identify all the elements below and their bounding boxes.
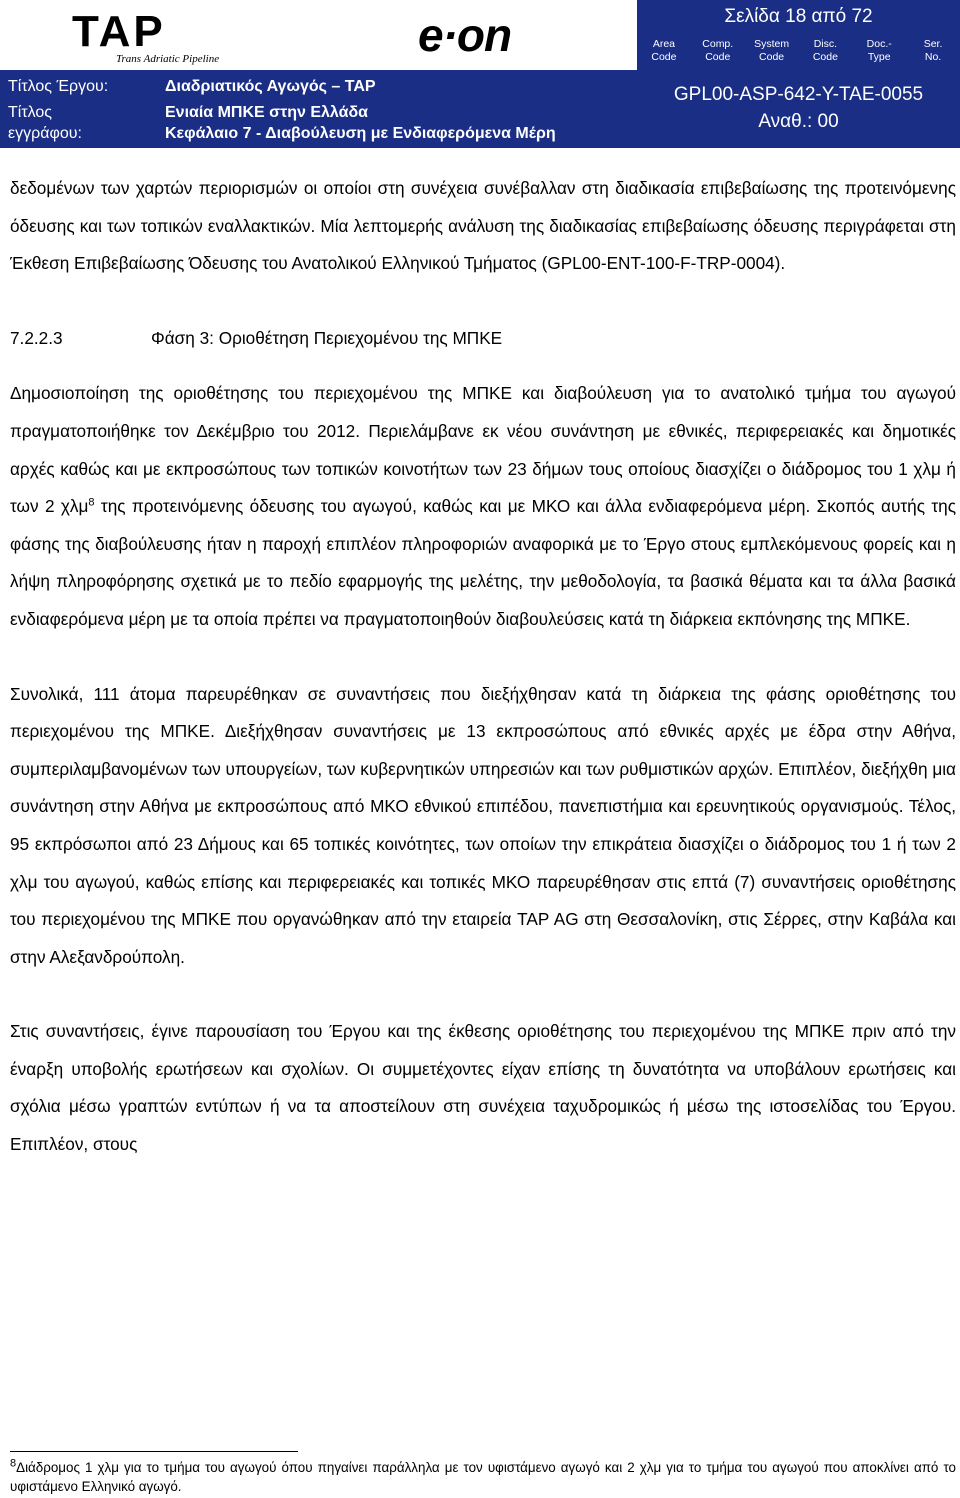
code-column-ser-no: Ser. No. xyxy=(923,38,943,63)
doc-title-line2: Κεφάλαιο 7 - Διαβούλευση με Ενδιαφερόμενα Μέρη xyxy=(165,125,556,142)
document-number: GPL00-ASP-642-Y-TAE-0055 xyxy=(673,84,924,105)
footnote-number: 8 xyxy=(10,1457,17,1470)
paragraph-3: Συνολικά, 111 άτομα παρευρέθηκαν σε συναντήσεις που διεξήχθησαν κατά τη διάρκεια της φάσης οριοθέτησης του περιεχομένου της ΜΠΚΕ. Διεξήχθησαν συναντήσεις με 13 εκπροσώπους από εθνικές αρχές με έδρα στην Αθήνα, συμπεριλαμβανομένων των υπουργείων, των κυβερνητικών υπηρεσιών και των ρυθμιστικών αρχών. Επιπλέον, διεξήχθη μια συνάντηση στην Αθήνα με εκπροσώπους από ΜΚΟ εθνικού επιπέδου, πανεπιστήμια και ερευνητικούς οργανισμούς. Τέλος, 95 εκπρόσωποι από 23 Δήμους και 65 τοπικές κοινότητες, των οποίων την επικράτεια διασχίζει ο διάδρομος του 1 ή των 2 χλμ του αγωγού, καθώς επίσης και περιφερειακές και τοπικές ΜΚΟ παρευρέθησαν στις επτά (7) συναντήσεις οριοθέτησης του περιεχομένου της ΜΠΚΕ που οργανώθηκαν από την εταιρεία TAP AG στη Θεσσαλονίκη, στις Σέρρες, στην Καβάλα και στην Αλεξανδρούπολη. xyxy=(10,683,956,967)
doc-title-label-line1: Τίτλος xyxy=(8,104,53,121)
code-column-doc-type: Doc.- Type xyxy=(866,38,892,63)
paragraph-4: Στις συναντήσεις, έγινε παρουσίαση του Έργου και της έκθεσης οριοθέτησης του περιεχομένου της ΜΠΚΕ πριν από την έναρξη υποβολής ερωτήσεων και σχολίων. Οι συμμετέχοντες είχαν επίσης τη δυνατότητα να υποβάλουν ερωτήσεις και σχόλια μέσω γραπτών εντύπων ή να τα αποστείλουν στη συνέχεια ταχυδρομικώς ή μέσω της ιστοσελίδας του Έργου. Επιπλέον, στους xyxy=(10,1021,956,1155)
project-label: Τίτλος Έργου: xyxy=(8,78,109,95)
code-column-disc: Disc. Code xyxy=(812,38,838,63)
section-heading xyxy=(10,320,956,358)
code-columns xyxy=(637,38,960,64)
document-header xyxy=(0,0,960,148)
eon-logo: e·on xyxy=(418,9,512,61)
footnote-ref: 8 xyxy=(88,496,95,509)
tap-logo-subtitle: Trans Adriatic Pipeline xyxy=(116,53,220,65)
doc-title-line1: Ενιαία ΜΠΚΕ στην Ελλάδα xyxy=(165,104,368,121)
tap-logo-wordmark: TAP xyxy=(72,7,166,56)
section-number: 7.2.2.3 xyxy=(10,327,63,348)
paragraph-1: δεδομένων των χαρτών περιορισμών οι οποίοι στη συνέχεια συνέβαλλαν στη διαδικασία επιβεβαίωσης της προτεινόμενης όδευσης και των τοπικών εναλλακτικών. Μία λεπτομερής ανάλυση της διαδικασίας επιβεβαίωσης όδευσης περιγράφεται στη Έκθεση Επιβεβαίωσης Όδευσης του Ανατολικού Ελληνικού Τμήματος (GPL00-ENT-100-F-TRP-0004). xyxy=(10,178,956,274)
page-indicator: Σελίδα 18 από 72 xyxy=(724,6,873,27)
document-body xyxy=(10,170,956,1164)
code-column-comp: Comp. Code xyxy=(702,38,734,63)
project-value: Διαδριατικός Αγωγός – TAP xyxy=(165,78,376,95)
doc-title-label-line2: εγγράφου: xyxy=(8,125,82,142)
section-title: Φάση 3: Οριοθέτηση Περιεχομένου της ΜΠΚΕ xyxy=(151,327,503,348)
tap-logo xyxy=(72,7,250,66)
footnote xyxy=(10,1458,956,1496)
code-column-area: Area Code xyxy=(651,38,677,63)
paragraph-2: Δημοσιοποίηση της οριοθέτησης του περιεχομένου της ΜΠΚΕ και διαβούλευση για το ανατολικό τμήμα του αγωγού πραγματοποιήθηκε τον Δεκέμβριο του 2012. Περιελάμβανε εκ νέου συνάντηση με εθνικές, περιφερειακές και δημοτικές αρχές καθώς και με εκπροσώπους των τοπικών κοινοτήτων των 23 δήμων τους οποίους διασχίζει ο διάδρομος του 1 χλμ ή των 2 χλμ$^8$ της προτεινόμενης όδευσης του αγωγού, καθώς και με ΜΚΟ και άλλα ενδιαφερόμενα μέρη. Σκοπός αυτής της φάσης της διαβούλευσης ήταν η παροχή επιπλέον πληροφοριών αναφορικά με το Έργο στους εμπλεκόμενους φορείς και η λήψη πληροφόρησης σχετικά με το πεδίο εφαρμογής της μελέτης, την μεθοδολογία, τα βασικά θέματα και τα άλλα βασικά ενδιαφερόμενα μέρη με τα οποία πρέπει να πραγματοποιηθούν διαβουλεύσεις κατά τη διάρκεια εκπόνησης της ΜΠΚΕ. xyxy=(10,383,957,629)
revision: Αναθ.: 00 xyxy=(758,111,839,132)
code-column-system: System Code xyxy=(754,38,790,63)
footnote-text: Διάδρομος 1 χλμ για το τμήμα του αγωγού όπου πηγαίνει παράλληλα με τον υφιστάμενο αγωγό και 2 χλμ για το τμήμα του αγωγού που αποκλίνει από το υφιστάμενο Ελληνικό αγωγό. xyxy=(10,1460,956,1494)
footnote-divider xyxy=(10,1451,298,1452)
